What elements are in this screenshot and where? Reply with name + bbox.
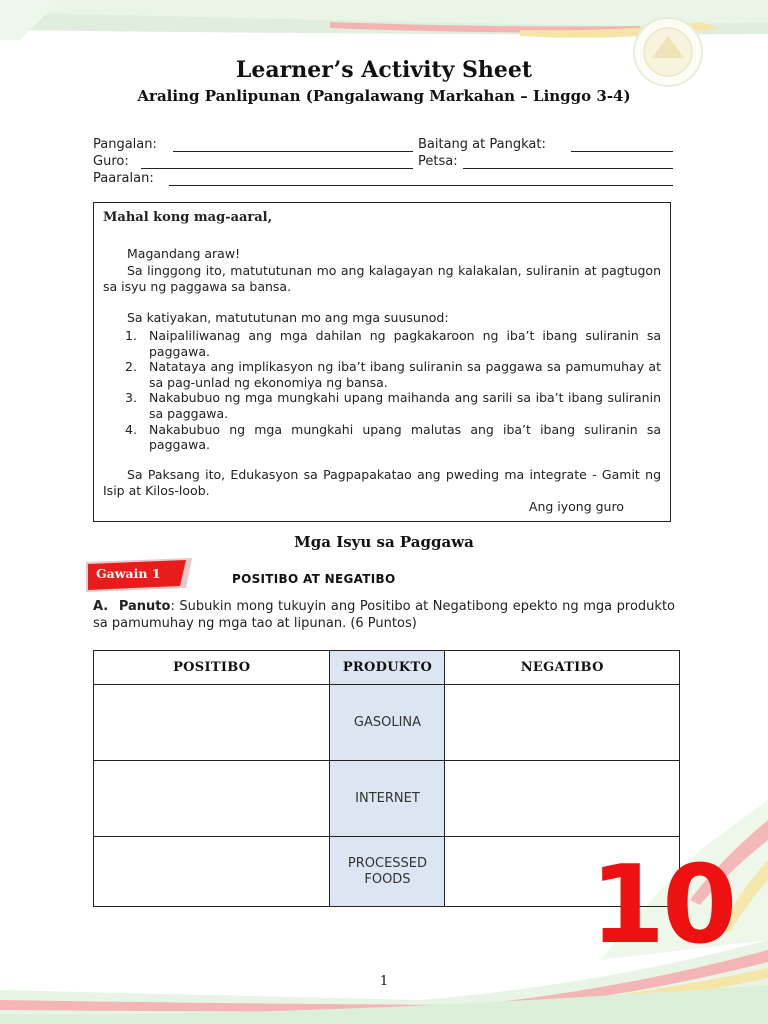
panuto-instructions	[93, 598, 675, 632]
positibo-cell[interactable]	[94, 837, 330, 907]
list-item: 4. Nakabubuo ng mga mungkahi upang malutas ang iba’t ibang suliranin sa paggawa.	[125, 421, 661, 453]
product-cell: INTERNET	[330, 761, 445, 837]
negatibo-cell[interactable]	[445, 685, 680, 761]
section-title: Mga Isyu sa Paggawa	[294, 533, 474, 551]
baitang-label: Baitang at Pangkat:	[418, 137, 546, 152]
paaralan-field[interactable]	[169, 185, 673, 186]
baitang-field[interactable]	[571, 151, 673, 152]
grade-level-number: 10	[590, 843, 735, 968]
positibo-cell[interactable]	[94, 761, 330, 837]
negatibo-cell[interactable]	[445, 761, 680, 837]
header-negatibo: NEGATIBO	[445, 651, 680, 685]
letter-signature: Ang iyong guro	[528, 499, 624, 514]
letter-hello: Magandang araw!	[127, 246, 241, 261]
guro-field[interactable]	[141, 168, 413, 169]
list-item: 3. Nakabubuo ng mga mungkahi upang maihanda ang sarili sa iba’t ibang suliranin sa paggawa.	[125, 390, 661, 421]
product-cell: GASOLINA	[330, 685, 445, 761]
panuto-letter: A.	[93, 599, 109, 614]
activity-title: POSITIBO AT NEGATIBO	[232, 572, 396, 586]
petsa-field[interactable]	[463, 168, 673, 169]
table-row	[94, 761, 680, 837]
page-subtitle: Araling Panlipunan (Pangalawang Markahan – Linggo 3-4)	[137, 87, 631, 105]
product-cell	[330, 837, 445, 907]
header-positibo: POSITIBO	[94, 651, 330, 685]
letter-greeting: Mahal kong mag-aaral,	[103, 210, 273, 225]
petsa-label: Petsa:	[418, 154, 458, 169]
list-item: 2. Natataya ang implikasyon ng iba’t ibang suliranin sa paggawa sa pamumuhay at sa pag-unlad ng ekonomiya ng bansa.	[125, 359, 661, 390]
header-produkto: PRODUKTO	[330, 651, 445, 685]
letter-intro: Sa linggong ito, matututunan mo ang kalagayan ng kalakalan, suliranin at pagtugon sa isyu ng paggawa sa bansa.	[103, 263, 661, 294]
objectives-list	[103, 328, 661, 453]
product-label: PROCESSED FOODS	[347, 855, 428, 887]
list-item: 1. Naipaliliwanag ang mga dahilan ng pagkakaroon ng iba’t ibang suliranin sa paggawa.	[125, 328, 661, 359]
panuto-text: : Subukin mong tukuyin ang Positibo at Negatibong epekto ng mga produkto sa pamumuhay ng mga tao at lipunan. (6 Puntos)	[93, 599, 675, 631]
letter-lead: Sa katiyakan, matututunan mo ang mga suusunod:	[127, 310, 449, 325]
table-row	[94, 685, 680, 761]
gawain-tag: Gawain 1	[96, 566, 161, 581]
pangalan-field[interactable]	[173, 151, 413, 152]
page-number: 1	[379, 974, 389, 989]
paaralan-label: Paaralan:	[93, 171, 154, 186]
table-header-row	[94, 651, 680, 685]
positibo-cell[interactable]	[94, 685, 330, 761]
panuto-key: Panuto	[118, 599, 171, 614]
teacher-letter	[93, 202, 671, 522]
guro-label: Guro:	[93, 154, 129, 169]
letter-integration: Sa Paksang ito, Edukasyon sa Pagpapakatao ang pweding ma integrate - Gamit ng Isip at Kilos-loob.	[103, 467, 661, 498]
pangalan-label: Pangalan:	[93, 137, 157, 152]
page-title: Learner’s Activity Sheet	[235, 57, 533, 83]
